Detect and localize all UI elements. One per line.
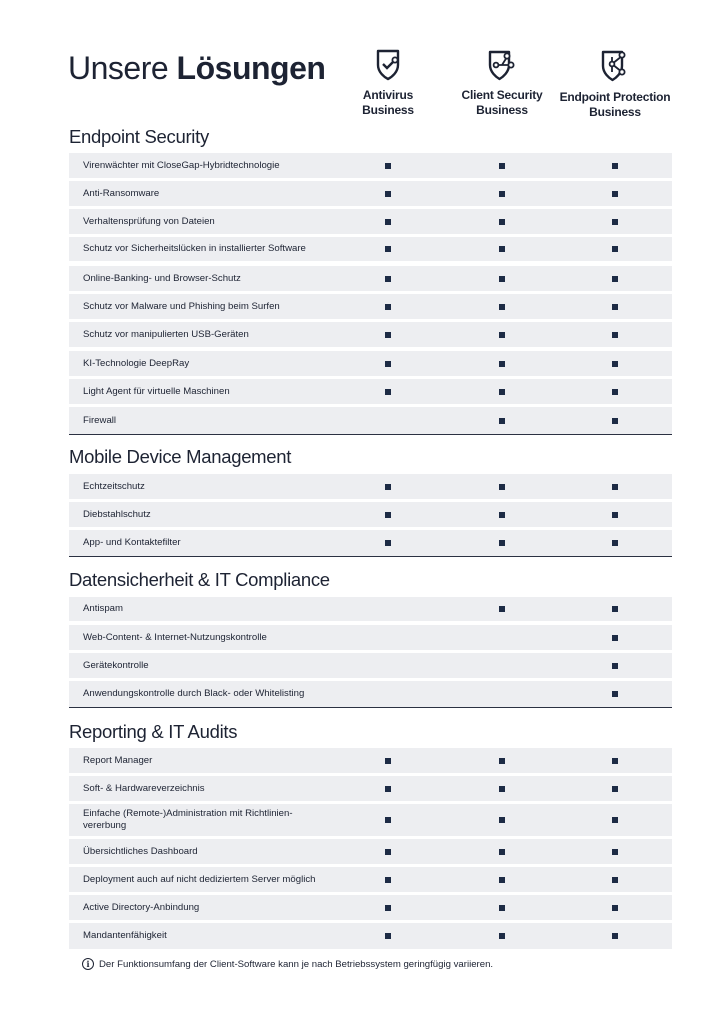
section-title-datensicherheit: Datensicherheit & IT Compliance (69, 569, 330, 590)
feature-mark (499, 246, 505, 252)
feature-mark (385, 849, 391, 855)
feature-mark (499, 163, 505, 169)
feature-mark (499, 219, 505, 225)
product-label-endpoint-protection (556, 90, 674, 120)
table-row (69, 776, 672, 801)
feature-label: Soft- & Hardwareverzeichnis (83, 782, 205, 794)
feature-mark (385, 276, 391, 282)
feature-mark (612, 663, 618, 669)
feature-label: Firewall (83, 414, 117, 426)
feature-mark (612, 163, 618, 169)
table-row (69, 502, 672, 527)
feature-label: Mandantenfähigkeit (83, 930, 167, 941)
footnote (82, 958, 493, 970)
info-icon: i (82, 958, 94, 970)
feature-mark (385, 246, 391, 252)
feature-mark (612, 246, 618, 252)
table-row (69, 839, 672, 864)
table-row (69, 597, 672, 621)
feature-mark (385, 191, 391, 197)
feature-mark (612, 691, 618, 697)
product-label-line2: Business (476, 103, 528, 117)
table-row (69, 867, 672, 892)
feature-mark (499, 877, 505, 883)
product-label-client-security (443, 88, 561, 118)
section-title-mobile-device-management: Mobile Device Management (69, 446, 292, 467)
feature-mark (612, 276, 618, 282)
section-title-endpoint-security: Endpoint Security (69, 126, 209, 147)
feature-mark (385, 877, 391, 883)
feature-label: Verhaltensprüfung von Dateien (83, 215, 215, 227)
table-row (69, 530, 672, 556)
feature-mark (612, 219, 618, 225)
feature-mark (499, 905, 505, 911)
table-row (69, 351, 672, 376)
feature-label: Virenwächter mit CloseGap-Hybridtechnologie (83, 159, 280, 171)
feature-label: Übersichtliches Dashboard (83, 845, 198, 857)
product-header-client-security (443, 48, 561, 118)
feature-mark (612, 332, 618, 338)
feature-mark (385, 817, 391, 823)
feature-mark (499, 361, 505, 367)
feature-label: Schutz vor manipulierten USB-Geräten (83, 328, 249, 340)
product-label-line2: Business (362, 103, 414, 117)
feature-mark (612, 635, 618, 641)
product-label-line1: Endpoint Protection (559, 90, 671, 104)
feature-mark (499, 191, 505, 197)
feature-mark (499, 758, 505, 764)
feature-label: Echtzeitschutz (83, 480, 145, 492)
feature-mark (499, 389, 505, 395)
feature-mark (499, 786, 505, 792)
feature-label: Einfache (Remote-)Administration mit Richtlinien-vererbung (83, 808, 293, 831)
table-row (69, 804, 672, 836)
feature-mark (385, 758, 391, 764)
feature-mark (385, 540, 391, 546)
shield-check-icon (373, 48, 403, 82)
feature-mark (385, 304, 391, 310)
section-title-reporting: Reporting & IT Audits (69, 721, 238, 742)
section-divider (69, 707, 672, 708)
table-row (69, 895, 672, 920)
feature-label: Anti-Ransomware (83, 187, 160, 199)
feature-mark (385, 786, 391, 792)
feature-mark (612, 389, 618, 395)
footnote-text: Der Funktionsumfang der Client-Software kann je nach Betriebssystem geringfügig variieren. (99, 958, 494, 970)
feature-mark (385, 484, 391, 490)
feature-mark (499, 849, 505, 855)
feature-mark (612, 304, 618, 310)
feature-mark (499, 304, 505, 310)
feature-mark (612, 905, 618, 911)
table-row (69, 322, 672, 347)
feature-mark (385, 332, 391, 338)
table-row (69, 237, 672, 261)
product-header-antivirus (329, 48, 447, 118)
feature-mark (385, 512, 391, 518)
feature-mark (385, 905, 391, 911)
feature-mark (612, 191, 618, 197)
page-title-bold: Lösungen (176, 50, 326, 86)
page-title-light: Unsere (68, 50, 177, 86)
feature-mark (499, 332, 505, 338)
feature-label: Active Directory-Anbindung (83, 901, 200, 913)
feature-mark (499, 276, 505, 282)
table-row (69, 653, 672, 678)
feature-mark (385, 361, 391, 367)
table-row (69, 681, 672, 707)
feature-label: Antispam (83, 603, 123, 614)
feature-mark (612, 361, 618, 367)
feature-label: KI-Technologie DeepRay (83, 357, 190, 369)
feature-mark (612, 849, 618, 855)
table-row (69, 294, 672, 319)
feature-label: Web-Content- & Internet-Nutzungskontrolle (83, 631, 267, 643)
table-row (69, 181, 672, 206)
table-row (69, 266, 672, 291)
feature-mark (612, 540, 618, 546)
feature-mark (385, 219, 391, 225)
table-row (69, 625, 672, 650)
shield-network-icon (485, 48, 519, 82)
table-row (69, 407, 672, 434)
product-label-line1: Antivirus (362, 88, 414, 102)
feature-mark (499, 933, 505, 939)
feature-mark (612, 817, 618, 823)
feature-label: Anwendungskontrolle durch Black- oder Whitelisting (83, 688, 305, 699)
table-row (69, 923, 672, 949)
feature-mark (385, 933, 391, 939)
feature-label: Gerätekontrolle (83, 659, 149, 671)
table-row (69, 153, 672, 178)
table-row (69, 474, 672, 499)
page-title (68, 50, 325, 87)
feature-mark (612, 933, 618, 939)
feature-mark (499, 540, 505, 546)
feature-mark (612, 418, 618, 424)
product-label-line1: Client Security (461, 88, 543, 102)
feature-mark (612, 606, 618, 612)
feature-label: Diebstahlschutz (83, 508, 151, 520)
table-row (69, 209, 672, 234)
feature-label: Schutz vor Sicherheitslücken in installierter Software (83, 243, 306, 254)
feature-mark (499, 512, 505, 518)
feature-mark (499, 817, 505, 823)
table-row (69, 379, 672, 404)
shield-network-plus-icon (598, 48, 632, 84)
feature-mark (499, 418, 505, 424)
feature-mark (499, 606, 505, 612)
section-divider (69, 556, 672, 557)
feature-mark (385, 163, 391, 169)
feature-label: Report Manager (83, 754, 153, 766)
feature-label: Schutz vor Malware und Phishing beim Surfen (83, 300, 280, 312)
product-header-endpoint-protection (556, 48, 674, 120)
feature-mark (499, 484, 505, 490)
feature-label: App- und Kontaktefilter (83, 537, 181, 548)
feature-mark (612, 512, 618, 518)
feature-mark (612, 758, 618, 764)
table-row (69, 748, 672, 773)
feature-label: Light Agent für virtuelle Maschinen (83, 385, 230, 397)
product-label-line2: Business (589, 105, 641, 119)
feature-label: Online-Banking- und Browser-Schutz (83, 272, 241, 284)
feature-label: Deployment auch auf nicht dediziertem Server möglich (83, 873, 316, 885)
section-divider (69, 434, 672, 435)
product-label-antivirus (329, 88, 447, 118)
feature-mark (612, 877, 618, 883)
feature-mark (385, 389, 391, 395)
feature-mark (612, 786, 618, 792)
feature-mark (612, 484, 618, 490)
